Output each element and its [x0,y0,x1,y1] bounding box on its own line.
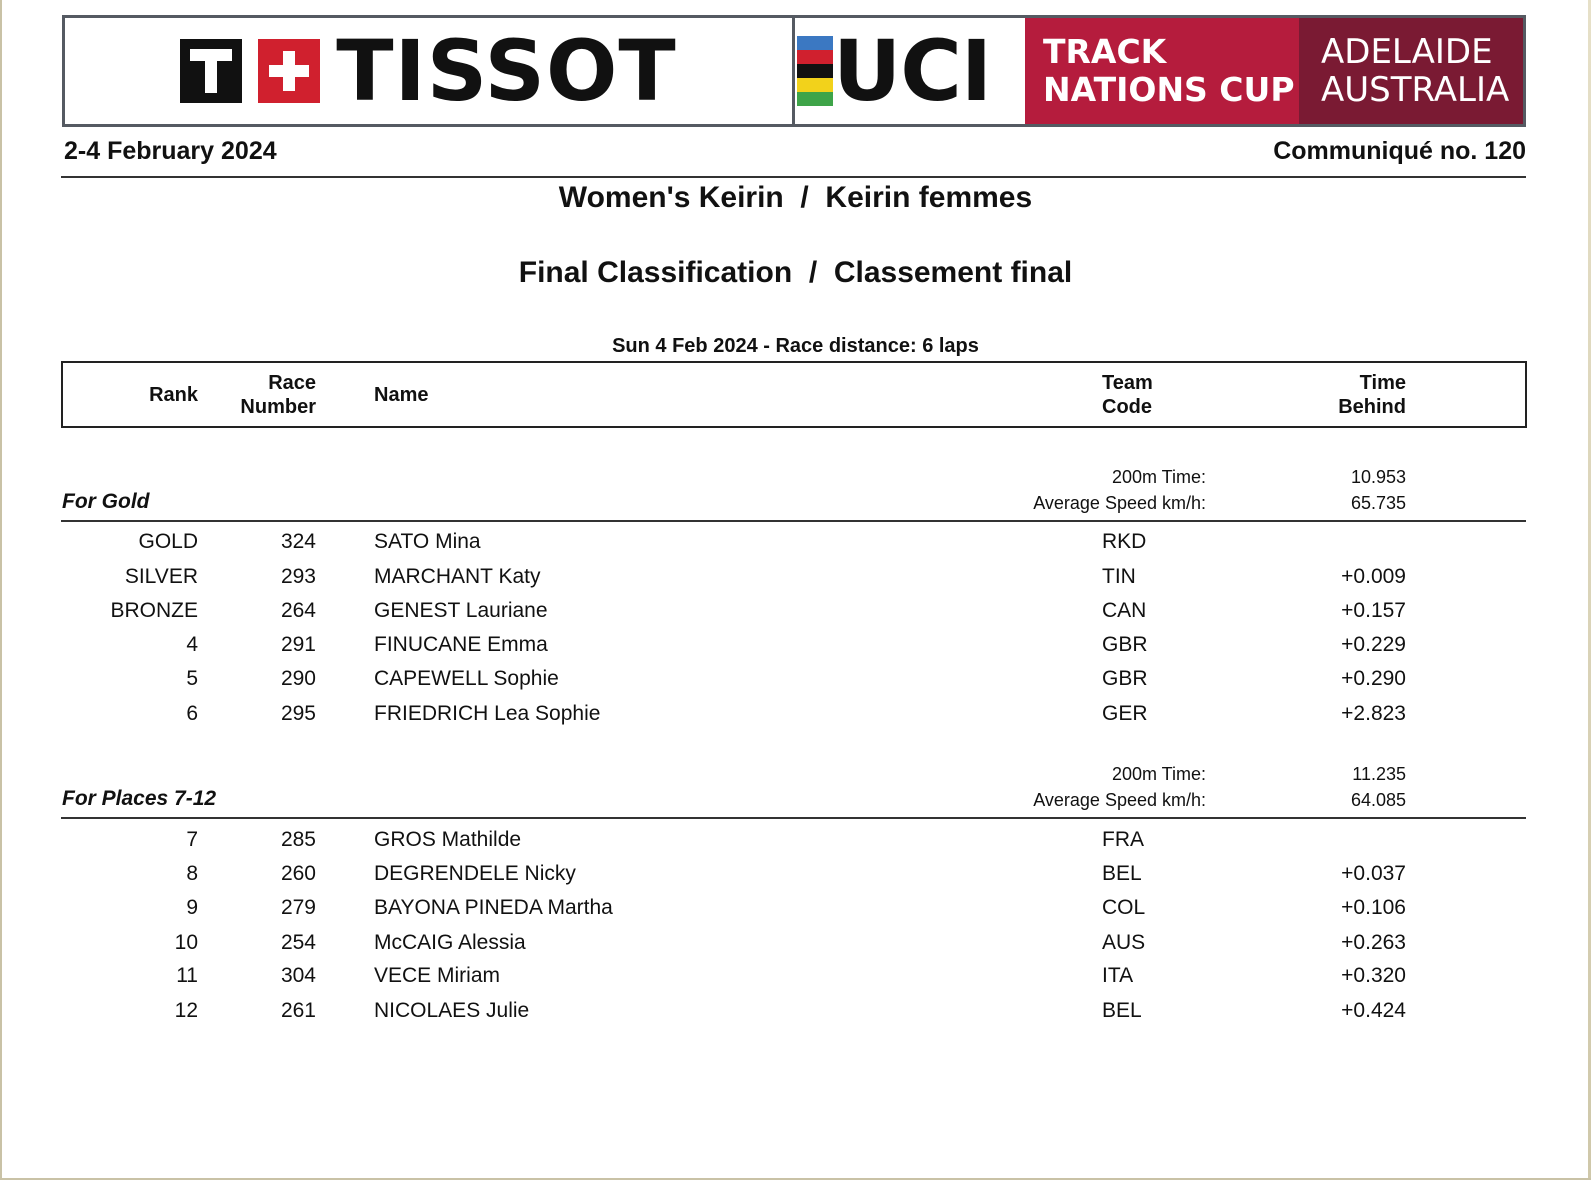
section-label: For Gold [62,490,150,513]
header-time-behind-line-2: Behind [1338,396,1406,418]
cell-race-number: 260 [280,862,316,885]
uci-stripe [797,92,833,106]
cell-time-behind: +0.320 [1341,964,1406,987]
header-race-number [240,371,316,419]
section-divider [61,520,1526,522]
cell-rank: 12 [174,999,198,1022]
cell-rank: GOLD [138,530,198,553]
cell-name: VECE Miriam [374,964,501,987]
cell-team-code: BEL [1102,862,1142,885]
cell-time-behind: +0.037 [1341,862,1406,885]
uci-rainbow-stripes-icon [797,36,833,106]
cell-race-number: 304 [280,964,316,987]
cell-name: FINUCANE Emma [374,633,548,656]
header-team-code-line-1: Team [1102,372,1153,394]
header-time-behind [1338,371,1406,419]
header-time-behind-line-1: Time [1359,372,1406,394]
race-info: Sun 4 Feb 2024 - Race distance: 6 laps [612,335,979,357]
event-banner [62,15,1526,127]
section-speed-value: 65.735 [1350,493,1406,513]
cell-race-number: 285 [280,828,316,851]
header-team-code-line-2: Code [1102,396,1152,418]
cell-team-code: GER [1102,702,1148,725]
event-location-line-1: ADELAIDE [1321,32,1493,72]
cell-team-code: TIN [1102,565,1136,588]
tissot-wordmark: TISSOT [336,22,677,120]
table-row [0,828,1591,862]
section-speed-label: Average Speed km/h: [1033,493,1206,513]
table-row [0,896,1591,930]
uci-stripe [797,64,833,78]
cell-rank: SILVER [124,565,198,588]
cell-rank: 9 [186,896,198,919]
section-label: For Places 7-12 [62,787,217,810]
cell-race-number: 290 [280,667,316,690]
table-row [0,530,1591,564]
cell-rank: 5 [186,667,198,690]
cell-rank: 6 [186,702,198,725]
cell-rank: 8 [186,862,198,885]
section-speed-label: Average Speed km/h: [1033,790,1206,810]
cell-name: DEGRENDELE Nicky [374,862,576,885]
event-name-line-2: NATIONS CUP [1043,70,1295,109]
tissot-logo [65,18,795,124]
cell-name: BAYONA PINEDA Martha [374,896,613,919]
section-200m-value: 11.235 [1352,764,1406,784]
cell-race-number: 291 [280,633,316,656]
section-200m-label: 200m Time: [1111,764,1206,784]
section-200m-value: 10.953 [1350,467,1406,487]
table-row [0,702,1591,736]
cell-race-number: 261 [280,999,316,1022]
uci-stripe [797,50,833,64]
cell-team-code: GBR [1102,667,1148,690]
cell-time-behind: +0.263 [1341,931,1406,954]
event-name-panel [1025,18,1299,124]
cell-rank: 10 [174,931,198,954]
table-row [0,931,1591,965]
table-row [0,667,1591,701]
cell-time-behind: +0.290 [1341,667,1406,690]
header-divider [61,176,1526,178]
event-name-line-1: TRACK [1043,32,1167,71]
section-divider [61,817,1526,819]
cell-rank: 4 [186,633,198,656]
cell-time-behind: +0.229 [1341,633,1406,656]
cell-rank: 7 [186,828,198,851]
cell-race-number: 279 [280,896,316,919]
cell-name: GROS Mathilde [374,828,522,851]
cell-team-code: RKD [1102,530,1147,553]
cell-race-number: 295 [280,702,316,725]
cell-team-code: BEL [1102,999,1142,1022]
event-title: Women's Keirin / Keirin femmes [558,181,1033,214]
event-dates: 2-4 February 2024 [64,137,277,165]
cell-name: McCAIG Alessia [374,931,526,954]
uci-stripe [797,78,833,92]
cell-time-behind: +0.424 [1341,999,1406,1022]
header-race-number-line-1: Race [268,372,316,394]
cell-race-number: 324 [280,530,316,553]
cell-race-number: 264 [280,599,316,622]
header-team-code [1102,371,1153,419]
swiss-cross-icon [258,39,320,103]
cell-team-code: ITA [1102,964,1134,987]
cell-name: CAPEWELL Sophie [374,667,559,690]
section-200m-label: 200m Time: [1111,467,1206,487]
table-row [0,999,1591,1033]
header-name: Name [374,384,429,406]
tissot-t-icon [180,39,242,103]
uci-stripe [797,36,833,50]
table-row [0,599,1591,633]
cell-race-number: 293 [280,565,316,588]
cell-team-code: GBR [1102,633,1148,656]
table-row [0,862,1591,896]
cell-name: NICOLAES Julie [374,999,530,1022]
cell-time-behind: +0.157 [1341,599,1406,622]
cell-race-number: 254 [280,931,316,954]
uci-wordmark: UCI [833,22,992,120]
cell-name: SATO Mina [374,530,481,553]
cell-rank: BRONZE [110,599,198,622]
communique-number: Communiqué no. 120 [1273,137,1526,165]
cell-time-behind: +0.106 [1341,896,1406,919]
header-rank: Rank [149,384,198,406]
header-race-number-line-2: Number [240,396,316,418]
cell-time-behind: +2.823 [1341,702,1406,725]
cell-rank: 11 [176,964,198,987]
classification-title: Final Classification / Classement final [518,256,1073,289]
cell-team-code: AUS [1102,931,1146,954]
cell-team-code: COL [1102,896,1146,919]
uci-logo [795,18,1025,124]
event-location-line-2: AUSTRALIA [1321,70,1510,110]
cell-name: GENEST Lauriane [374,599,548,622]
table-row [0,565,1591,599]
cell-team-code: CAN [1102,599,1147,622]
section-speed-value: 64.085 [1350,790,1406,810]
table-row [0,964,1591,998]
event-location-panel [1299,18,1523,124]
table-row [0,633,1591,667]
cell-time-behind: +0.009 [1341,565,1406,588]
cell-team-code: FRA [1102,828,1144,851]
cell-name: MARCHANT Katy [374,565,541,588]
cell-name: FRIEDRICH Lea Sophie [374,702,601,725]
